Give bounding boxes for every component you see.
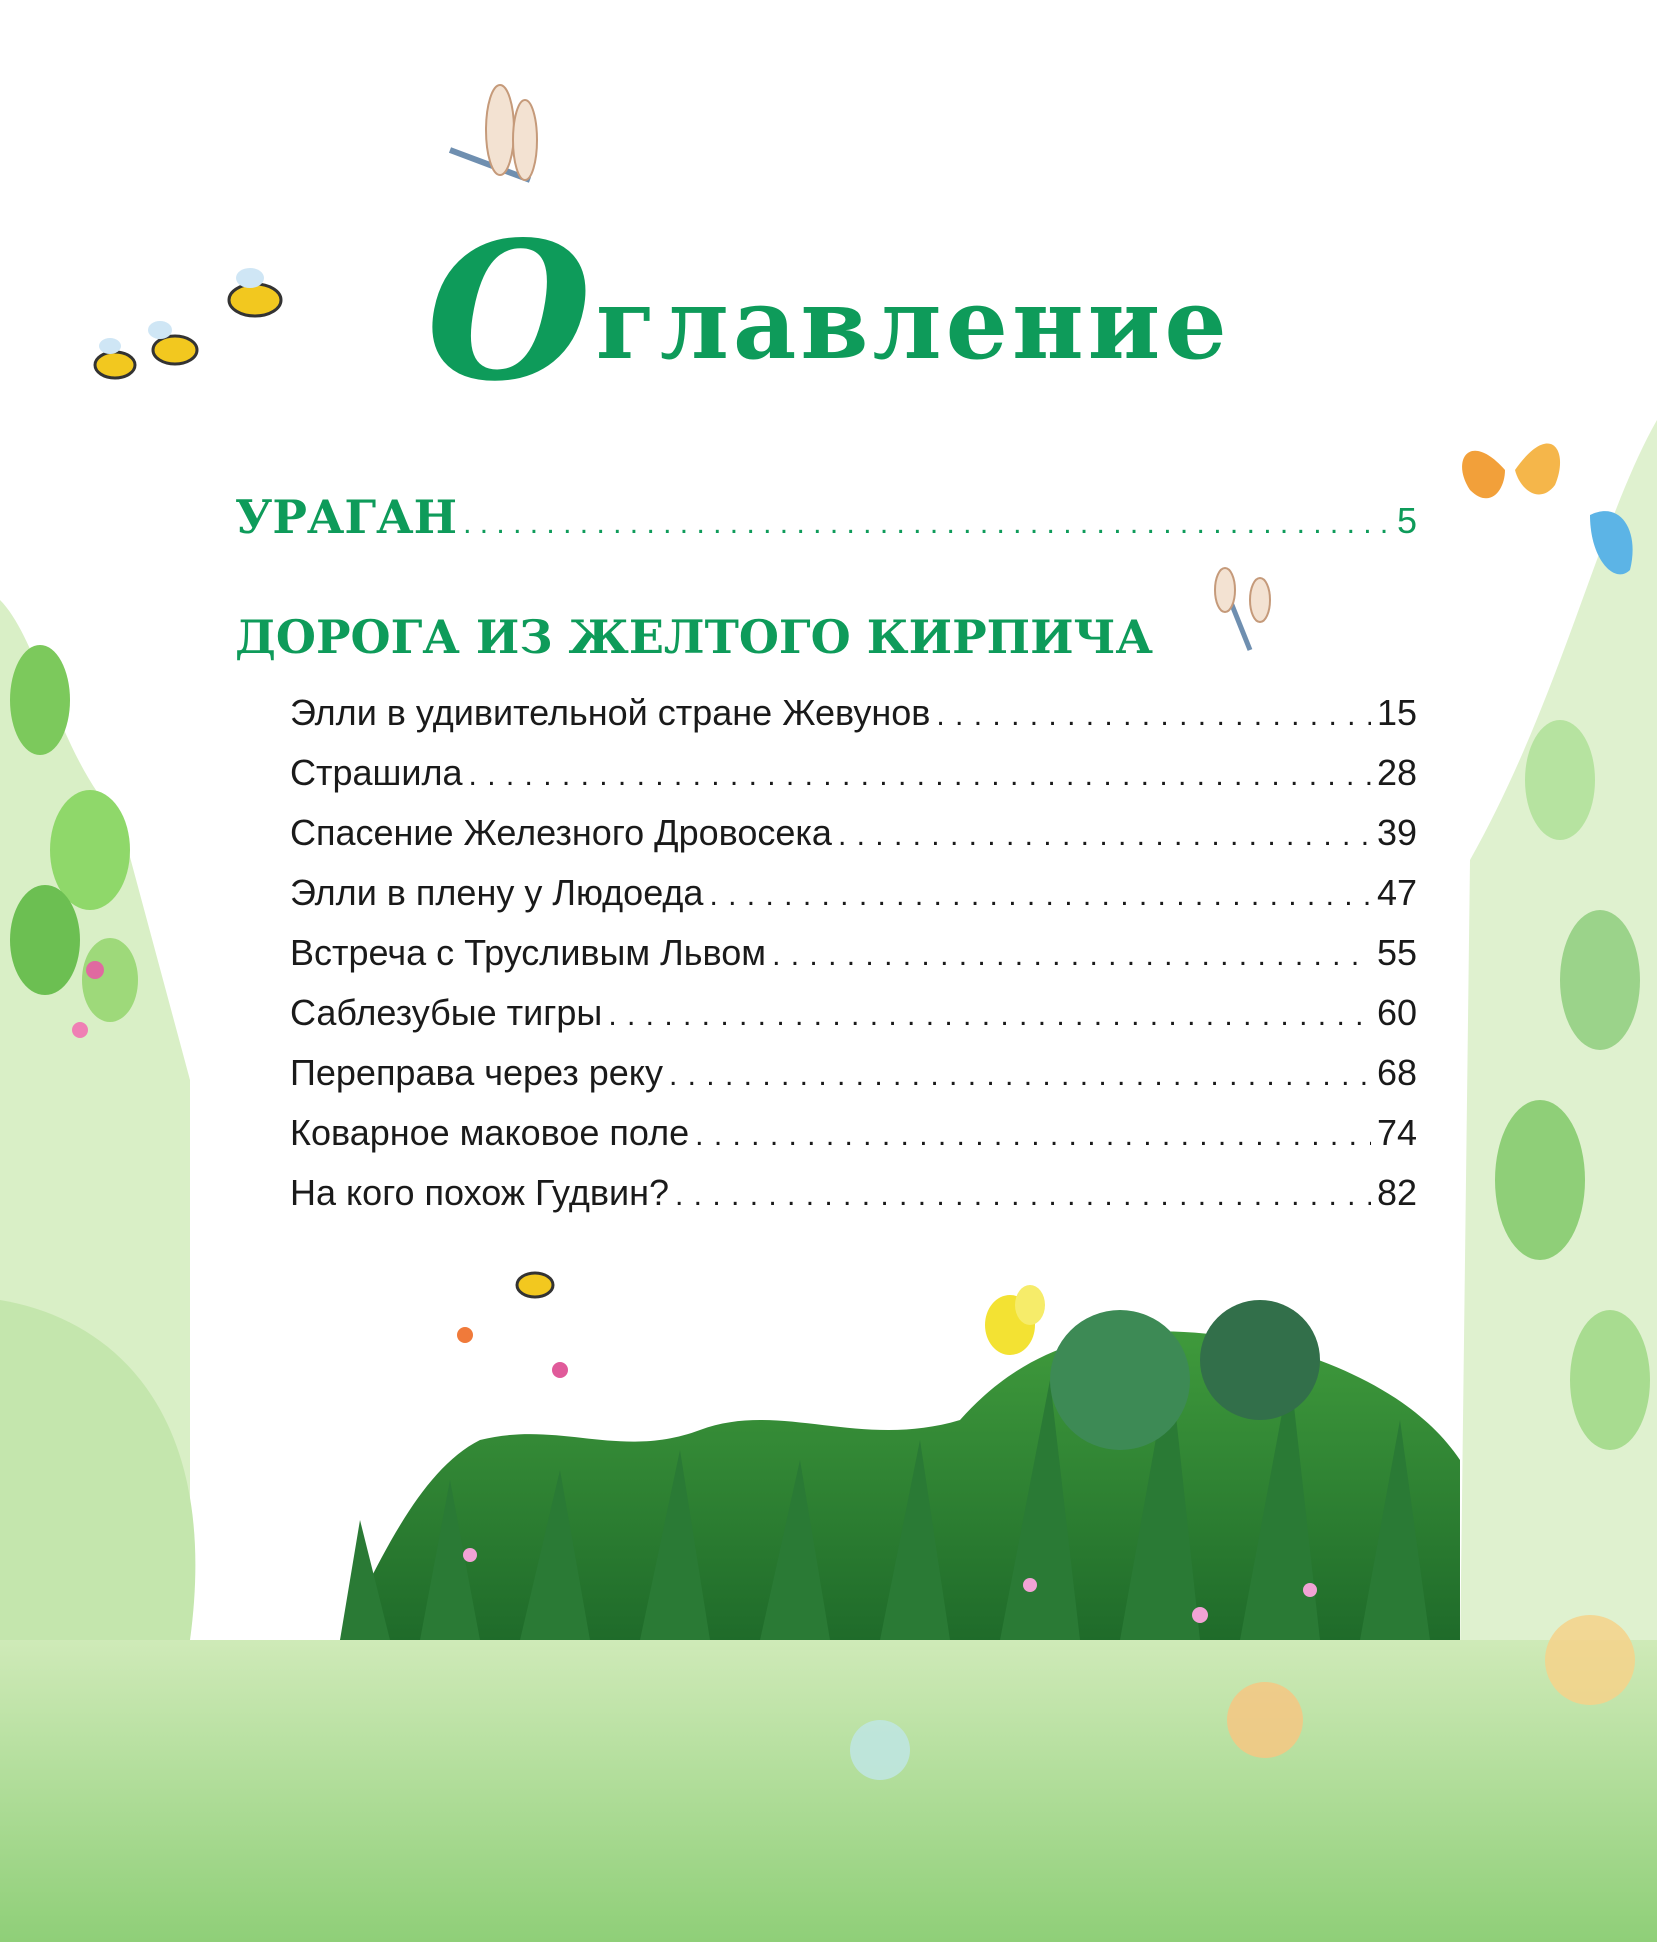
toc-leader-dots <box>838 819 1371 853</box>
toc-chapter-label: Коварное маковое поле <box>290 1112 690 1153</box>
toc-chapter-page: 15 <box>1376 692 1417 733</box>
toc-part-uragan[interactable] <box>235 490 1417 544</box>
toc-chapter-page: 47 <box>1376 872 1417 913</box>
toc-chapter[interactable] <box>290 1172 1417 1214</box>
bee-icon <box>517 1273 553 1297</box>
toc-leader-dots <box>463 507 1391 541</box>
toc-chapter[interactable] <box>290 752 1417 794</box>
toc-chapter-label: Встреча с Трусливым Львом <box>290 932 767 973</box>
dragonfly-icon <box>450 85 537 180</box>
toc-chapter-page: 60 <box>1376 992 1417 1033</box>
toc-chapter-page: 39 <box>1376 812 1417 853</box>
butterfly-icon <box>985 1285 1045 1355</box>
toc-chapter-page: 28 <box>1376 752 1417 793</box>
toc-leader-dots <box>669 1059 1371 1093</box>
toc-chapter[interactable] <box>290 692 1417 734</box>
butterfly-icon <box>1462 444 1560 499</box>
toc-chapter-page: 55 <box>1376 932 1417 973</box>
toc-chapter-label: Саблезубые тигры <box>290 992 603 1033</box>
toc-chapter[interactable] <box>290 872 1417 914</box>
title-rest: главление <box>595 267 1231 382</box>
toc-chapter-page: 82 <box>1376 1172 1417 1213</box>
toc-chapter-label: Элли в удивительной стране Жевунов <box>290 692 931 733</box>
toc-chapter-label: Страшила <box>290 752 463 793</box>
toc-chapter[interactable] <box>290 1052 1417 1094</box>
title-initial: О <box>426 200 596 423</box>
toc-chapter-page: 68 <box>1376 1052 1417 1093</box>
toc-part-page: 5 <box>1396 500 1417 541</box>
toc-leader-dots <box>695 1119 1371 1153</box>
toc-chapter-page: 74 <box>1376 1112 1417 1153</box>
toc-leader-dots <box>936 699 1371 733</box>
toc-chapter-label: Переправа через реку <box>290 1052 663 1093</box>
toc-chapter-label: Элли в плену у Людоеда <box>290 872 704 913</box>
section-heading: ДОРОГА ИЗ ЖЕЛТОГО КИРПИЧА <box>235 610 1154 664</box>
toc-part-label: УРАГАН <box>235 490 458 544</box>
toc-leader-dots <box>772 939 1371 973</box>
toc-chapter[interactable] <box>290 992 1417 1034</box>
toc-chapter-label: На кого похож Гудвин? <box>290 1172 670 1213</box>
dragonfly-icon <box>1215 568 1270 650</box>
toc-leader-dots <box>469 759 1371 793</box>
toc-leader-dots <box>608 999 1371 1033</box>
page-title <box>0 200 1657 423</box>
toc-chapter[interactable] <box>290 932 1417 974</box>
toc-chapter-label: Спасение Железного Дровосека <box>290 812 832 853</box>
toc-chapter[interactable] <box>290 812 1417 854</box>
toc-chapter[interactable] <box>290 1112 1417 1154</box>
toc-leader-dots <box>709 879 1370 913</box>
meadow-ground <box>0 1640 1657 1942</box>
grass-patch <box>340 1300 1460 1640</box>
toc-leader-dots <box>675 1179 1371 1213</box>
